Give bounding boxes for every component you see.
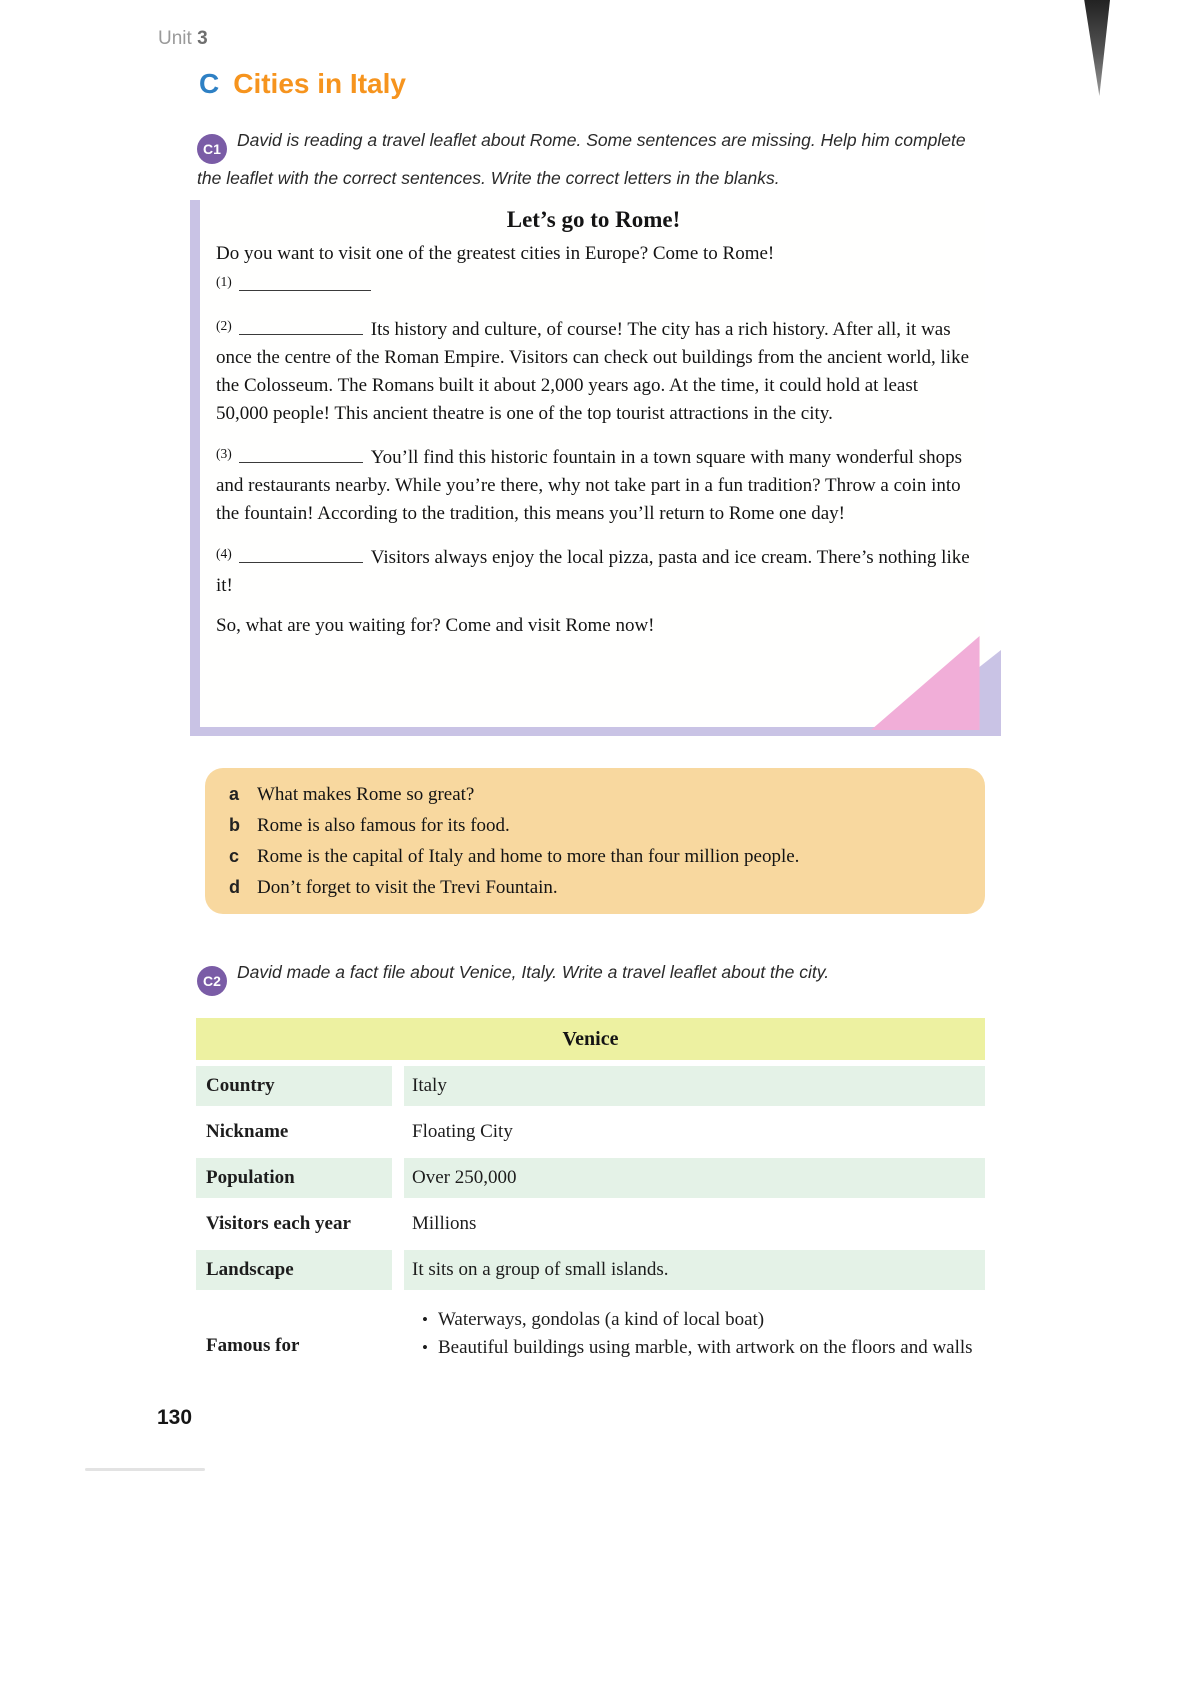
unit-prefix: Unit	[158, 28, 192, 49]
fact-file-title: Venice	[196, 1018, 985, 1060]
option-c	[229, 841, 967, 872]
paragraph-3-text: You’ll find this historic fountain in a town square with many wonderful shops and restaurants nearby. While you’re there, why not take part in a fun tradition? Throw a coin into the fountain! According to the tradition, this means you’ll return to Rome one day!	[216, 447, 962, 524]
fact-value: Italy	[404, 1066, 985, 1106]
option-d	[229, 872, 967, 903]
fact-value-bullets	[404, 1296, 985, 1396]
c2-badge: C2	[197, 966, 227, 996]
blank-1-number: (1)	[216, 274, 232, 289]
famous-for-bullet-1	[412, 1306, 985, 1334]
exercise-c1-instruction	[197, 126, 985, 192]
option-c-letter: c	[229, 846, 240, 866]
page-edge-shadow	[85, 1468, 205, 1471]
c1-instruction-text: David is reading a travel leaflet about Rome. Some sentences are missing. Help him complete the leaflet with the correct sentences. Write the correct letters in the blanks.	[197, 130, 966, 188]
fact-value: Floating City	[412, 1121, 513, 1142]
fact-value: Over 250,000	[404, 1158, 985, 1198]
fact-value: Millions	[412, 1213, 477, 1234]
rome-leaflet	[190, 200, 985, 736]
page-number: 130	[157, 1406, 193, 1429]
blank-3-number: (3)	[216, 446, 232, 461]
section-heading	[199, 68, 406, 100]
unit-number: 3	[197, 28, 208, 49]
option-b	[229, 810, 967, 841]
bullet-2-text: Beautiful buildings using marble, with artwork on the floors and walls	[438, 1337, 973, 1358]
fact-row-population	[196, 1158, 985, 1198]
exercise-c2-instruction	[197, 958, 985, 996]
blank-2-number: (2)	[216, 318, 232, 333]
option-b-letter: b	[229, 815, 240, 835]
fact-row-famous-for	[196, 1296, 985, 1396]
blank-4-line[interactable]	[239, 548, 363, 563]
leaflet-paragraph-3	[216, 440, 971, 528]
unit-label	[158, 28, 208, 50]
fact-row-landscape	[196, 1250, 985, 1290]
page-curl-pink	[871, 636, 989, 730]
blank-3-line[interactable]	[239, 448, 363, 463]
bullet-1-text: Waterways, gondolas (a kind of local boat)	[438, 1309, 765, 1330]
option-d-letter: d	[229, 877, 240, 897]
page-corner-scan-artifact	[1082, 0, 1110, 96]
c2-instruction-text: David made a fact file about Venice, Italy. Write a travel leaflet about the city.	[237, 962, 830, 982]
fact-label: Landscape	[196, 1250, 392, 1290]
fact-row-nickname	[196, 1112, 985, 1152]
blank-4-number: (4)	[216, 546, 232, 561]
c1-badge: C1	[197, 134, 227, 164]
paragraph-4-text: Visitors always enjoy the local pizza, pasta and ice cream. There’s nothing like it!	[216, 547, 970, 596]
bullet-icon: •	[422, 1310, 428, 1329]
leaflet-title: Let’s go to Rome!	[506, 207, 681, 232]
page-curl-decoration	[871, 636, 1001, 736]
fact-label: Nickname	[206, 1121, 289, 1142]
paragraph-2-text: Its history and culture, of course! The city has a rich history. After all, it was once the centre of the Roman Empire. Visitors can check out buildings from the ancient world, like the Colosseum. The Romans built it about 2,000 years ago. At the time, it could hold at least 50,000 people! This ancient theatre is one of the top tourist attractions in the city.	[216, 319, 970, 424]
section-letter: C	[199, 68, 220, 99]
blank-1-line[interactable]	[239, 276, 371, 291]
fact-value: It sits on a group of small islands.	[404, 1250, 985, 1290]
famous-for-bullet-2	[412, 1334, 985, 1362]
leaflet-paragraph-2	[216, 312, 971, 428]
option-b-text: Rome is also famous for its food.	[257, 815, 510, 836]
section-title: Cities in Italy	[233, 68, 406, 99]
fact-row-country	[196, 1066, 985, 1106]
option-a-letter: a	[229, 784, 240, 804]
leaflet-intro-text: Do you want to visit one of the greatest cities in Europe? Come to Rome!	[216, 243, 775, 264]
venice-fact-file	[196, 1018, 985, 1396]
bullet-icon: •	[422, 1338, 428, 1357]
fact-label: Visitors each year	[206, 1213, 351, 1234]
fact-label: Country	[196, 1066, 392, 1106]
blank-2-line[interactable]	[239, 320, 363, 335]
option-a	[229, 779, 967, 810]
leaflet-closing: So, what are you waiting for? Come and visit Rome now!	[216, 615, 655, 636]
fact-label: Population	[196, 1158, 392, 1198]
leaflet-intro-paragraph	[216, 240, 971, 300]
option-a-text: What makes Rome so great?	[257, 784, 475, 805]
answer-options-box	[205, 768, 985, 914]
option-d-text: Don’t forget to visit the Trevi Fountain.	[257, 877, 558, 898]
option-c-text: Rome is the capital of Italy and home to more than four million people.	[257, 846, 800, 867]
leaflet-paragraph-4	[216, 540, 971, 600]
fact-row-visitors	[196, 1204, 985, 1244]
fact-label: Famous for	[206, 1335, 300, 1356]
